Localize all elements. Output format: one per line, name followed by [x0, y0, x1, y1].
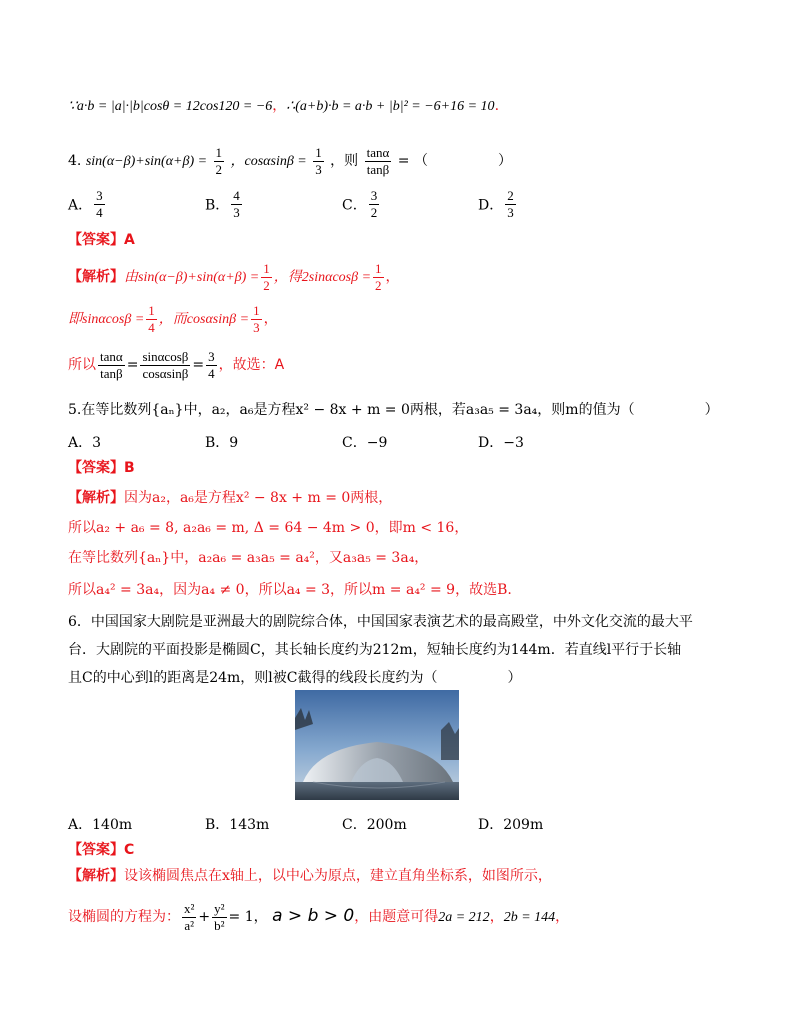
- q4-stem-a: sin(α−β)+sin(α+β) =: [85, 154, 208, 169]
- q6-option-d: D．209m: [478, 817, 544, 833]
- q5-option-b: B．9: [205, 435, 239, 451]
- q6-option-c: C．200m: [342, 817, 407, 833]
- q4-number: 4.: [68, 153, 82, 169]
- q4-frac-1: $\frac{1}{2}$: [215, 144, 223, 177]
- q4-stem-c: ，则: [330, 153, 359, 169]
- q6-stem-1: 6．中国国家大剧院是亚洲最大的剧院综合体，中国国家表演艺术的最高殿堂，中外文化交流的最大平: [68, 614, 693, 630]
- q6-option-a: A．140m: [68, 817, 133, 833]
- q6-option-b: B．143m: [205, 817, 270, 833]
- line-end: .: [494, 98, 500, 114]
- q5-stem: 5.在等比数列{aₙ}中，a₂，a₆是方程x² − 8x + m = 0两根，若a₃a₅ = 3a₄，则m的值为（ ）: [68, 402, 719, 418]
- q5-analysis-3: 在等比数列{aₙ}中，a₂a₆ = a₃a₅ = a₄²，又a₃a₅ = 3a₄，: [68, 550, 429, 566]
- q4-analysis-2: 即sinαcosβ = $\frac{1}{4}$ ，而cosαsinβ = $\frac{1}{3}$ ，: [68, 302, 278, 335]
- q4-stem: [68, 144, 512, 179]
- q5-option-a: A．3: [68, 435, 102, 451]
- q4-frac-3: $\frac{\tan\alpha}{\tan\beta}$: [366, 144, 390, 177]
- q4-stem-d: = （ ）: [397, 153, 512, 169]
- q6-analysis-2: 设椭圆的方程为： $\frac{\text{x²}}{\text{a²}}$ + $\frac{\text{y²}}{\text{b²}}$ = 1， a > b > 0，由题意可得2a = 212，2b = 144，: [68, 900, 570, 933]
- q5-analysis-2: 所以a₂ + a₆ = 8, a₂a₆ = m, Δ = 64 − 4m > 0，即m < 16，: [68, 520, 469, 536]
- q4-option-d: D． $\frac{2}{3}$: [478, 188, 514, 220]
- q4-option-b: B． $\frac{4}{3}$: [205, 188, 240, 220]
- q5-option-d: D．−3: [478, 435, 524, 451]
- q4-answer: 【答案】A: [68, 232, 135, 248]
- grand-theatre-photo: [295, 690, 459, 800]
- q5-option-c: C．−9: [342, 435, 388, 451]
- q6-analysis-1: 【解析】设该椭圆焦点在x轴上，以中心为原点，建立直角坐标系，如图所示，: [68, 868, 552, 884]
- vector-calc-part1: ∵a·b = |a|·|b|cosθ = 12cos120 = −6: [68, 99, 273, 114]
- q6-answer: 【答案】C: [68, 842, 135, 858]
- q4-analysis-1: 【解析】由sin(α−β)+sin(α+β) = $\frac{1}{2}$ ，得2sinαcosβ = $\frac{1}{2}$ ，: [68, 260, 400, 293]
- q5-analysis-4: 所以a₄² = 3a₄，因为a₄ ≠ 0，所以a₄ = 3，所以m = a₄² = 9，故选B.: [68, 582, 512, 598]
- q4-option-c: C． $\frac{3}{2}$: [342, 188, 378, 220]
- q5-analysis-1: 【解析】因为a₂，a₆是方程x² − 8x + m = 0两根，: [68, 490, 393, 506]
- q5-answer: 【答案】B: [68, 460, 135, 476]
- q4-option-a: A． $\frac{3}{4}$: [68, 188, 103, 220]
- q4-analysis-3: 所以 $\frac{\tan\alpha}{\tan\beta}$ = $\frac{\sin\alpha\cos\beta}{\cos\alpha\sin\beta}$ = $\frac{3}{4}$ ，故选：A: [68, 348, 285, 381]
- q6-stem-3: 且C的中心到l的距离是24m，则l被C截得的线段长度约为（ ）: [68, 670, 522, 686]
- vector-solution-line: [68, 96, 499, 117]
- q4-frac-2: $\frac{1}{3}$: [315, 144, 322, 177]
- q6-stem-2: 台．大剧院的平面投影是椭圆C，其长轴长度约为212m，短轴长度约为144m．若直线l平行于长轴: [68, 642, 682, 658]
- separator: ，: [272, 98, 287, 114]
- q4-stem-b: ，cosαsinβ =: [230, 154, 307, 169]
- vector-calc-part2: ∴(a+b)·b = a·b + |b|² = −6+16 = 10: [286, 99, 495, 114]
